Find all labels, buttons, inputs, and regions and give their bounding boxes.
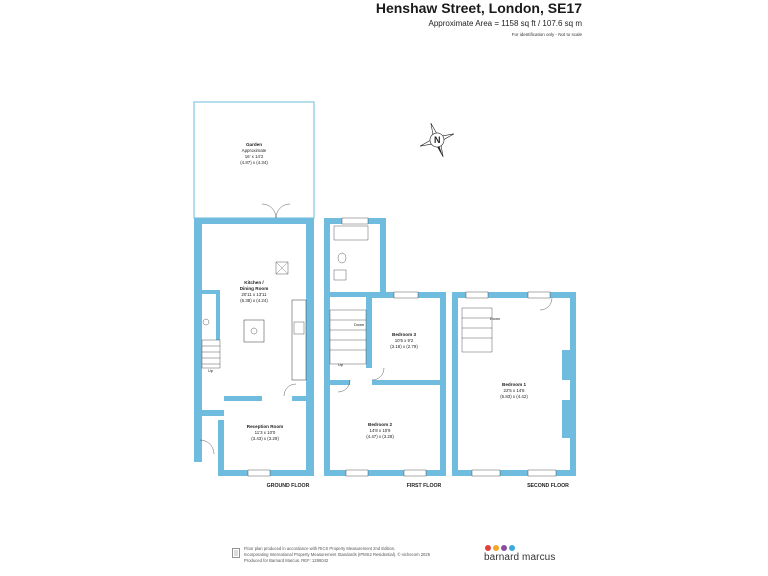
kitchen-line1: 20'11 x 13'11 (241, 292, 267, 297)
first-down-label: Down (354, 322, 365, 327)
brand-logo (484, 545, 564, 567)
reception-line2: (3.43) x (3.29) (251, 436, 279, 441)
kitchen-name2: Dining Room (239, 286, 269, 291)
second-floor-plan (452, 292, 576, 489)
ground-up-label: Up (208, 368, 214, 373)
footer-disclaimer (244, 546, 444, 565)
footer-line2: Incorporating International Property Measurement Standards (IPMS2 Residential). © nichecom 2025 (244, 552, 431, 558)
footer-line1: Floor plan produced in accordance with RICS Property Measurement 2nd Edition, (244, 546, 396, 551)
bedroom1-name: Bedroom 1 (502, 382, 526, 387)
brand-dot-red (485, 545, 491, 551)
compass-icon (414, 117, 460, 163)
brand-dot-blue (509, 545, 515, 551)
first-floor-label: FIRST FLOOR (406, 483, 442, 489)
footer-line3: Produced for Barnard Marcus. REF: 1286042 (244, 558, 329, 564)
bedroom2-line1: 14'8 x 10'9 (369, 428, 391, 433)
reception-name: Reception Room (246, 424, 284, 429)
bedroom1-line1: 22'5 x 14'6 (503, 388, 525, 393)
second-down-label: Down (490, 316, 501, 321)
document-icon (232, 548, 240, 558)
bedroom3-name: Bedroom 3 (392, 332, 416, 337)
second-floor-label: SECOND FLOOR (527, 483, 569, 489)
bedroom1-line2: (6.83) x (4.42) (500, 394, 528, 399)
kitchen-line2: (6.38) x (4.24) (240, 298, 268, 303)
bedroom3-line1: 10'5 x 9'2 (394, 338, 414, 343)
bedroom3-line2: (3.18) x (2.79) (390, 344, 418, 349)
disclaimer-note: For identification only - Not to scale (511, 32, 582, 37)
brand-name: barnard marcus (484, 552, 556, 563)
compass-letter: N (434, 135, 441, 145)
first-floor-plan (324, 218, 446, 489)
bedroom2-name: Bedroom 2 (368, 422, 392, 427)
approximate-area: Approximate Area = 1158 sq ft / 107.6 sq m (428, 19, 582, 28)
reception-line1: 11'3 x 10'0 (254, 430, 276, 435)
brand-dot-purple (501, 545, 507, 551)
kitchen-name: Kitchen / (244, 280, 264, 285)
bedroom2-line2: (4.47) x (3.28) (366, 434, 394, 439)
garden-line1: Approximate (241, 148, 267, 153)
garden-line3: (4.87) x (4.34) (240, 160, 268, 165)
ground-floor-label: GROUND FLOOR (266, 483, 310, 489)
garden-line2: 16' x 14'2 (244, 154, 264, 159)
ground-floor-plan (194, 102, 314, 489)
first-up-label: Up (338, 362, 344, 367)
brand-dots (485, 545, 564, 551)
page-title: Henshaw Street, London, SE17 (375, 0, 582, 16)
brand-dot-orange (493, 545, 499, 551)
garden-name: Garden (245, 142, 263, 147)
